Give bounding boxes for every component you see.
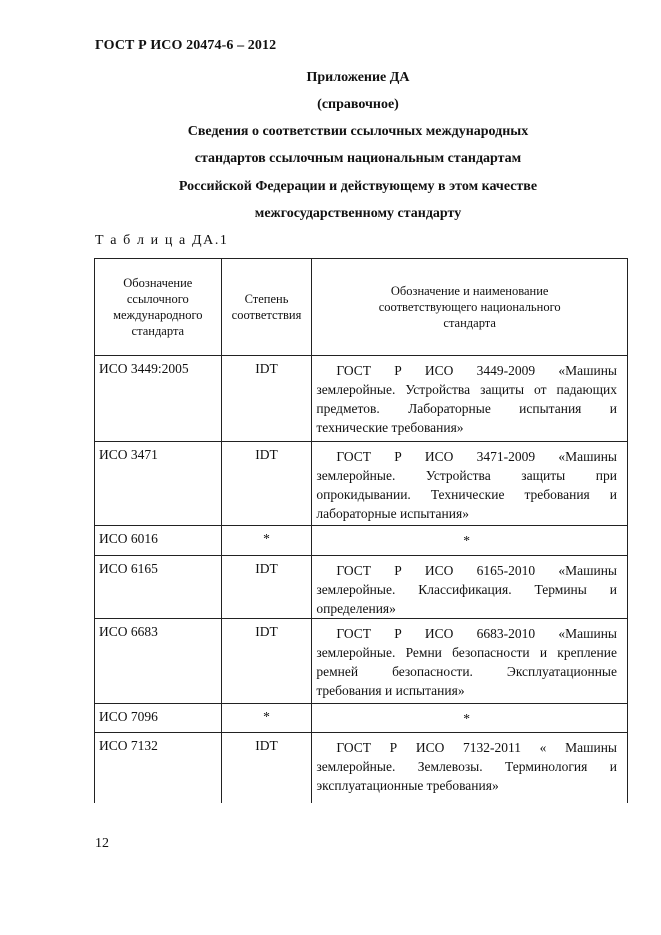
appendix-heading-line-3: Российской Федерации и действующему в этом качестве <box>178 179 538 194</box>
table-row <box>95 442 628 526</box>
cell-degree: * <box>263 531 270 546</box>
cell-degree: * <box>263 709 270 724</box>
table-row <box>95 704 628 733</box>
document-code: ГОСТ Р ИСО 20474-6 – 2012 <box>95 38 277 53</box>
cell-degree: IDT <box>255 447 278 462</box>
cell-intl: ИСО 3449:2005 <box>99 361 189 376</box>
appendix-title: Приложение ДА <box>306 70 410 85</box>
table-row <box>95 556 628 619</box>
cell-intl: ИСО 7132 <box>99 738 158 753</box>
header-degree: Степень соответствия <box>221 259 312 356</box>
page-number: 12 <box>95 836 109 851</box>
header-intl-standard: Обозначение ссылочного международного стандарта <box>95 259 222 356</box>
cell-degree: IDT <box>255 624 278 639</box>
cell-national: ГОСТ Р ИСО 6683-2010 «Машины землеройные. Ремни безопасности и крепление ремней безопасности. Эксплуатационные требования и испытания» <box>316 626 617 698</box>
table-row <box>95 526 628 556</box>
table-caption: Т а б л и ц а ДА.1 <box>95 233 229 248</box>
cell-intl: ИСО 6165 <box>99 561 158 576</box>
table-row <box>95 733 628 803</box>
appendix-type: (справочное) <box>317 97 399 112</box>
table-header-row <box>95 259 628 356</box>
cell-degree: IDT <box>255 738 278 753</box>
header-national-standard: Обозначение и наименование соответствующего национального стандарта <box>312 259 628 356</box>
cell-intl: ИСО 3471 <box>99 447 158 462</box>
cell-national: * <box>463 533 471 548</box>
cell-national: ГОСТ Р ИСО 3471-2009 «Машины землеройные. Устройства защиты при опрокидывании. Технические требования и лабораторные испытания» <box>316 449 617 521</box>
cell-intl: ИСО 6016 <box>99 531 158 546</box>
cell-national: ГОСТ Р ИСО 3449-2009 «Машины землеройные. Устройства защиты от падающих предметов. Лабораторные испытания и технические требования» <box>316 363 617 435</box>
cell-degree: IDT <box>255 361 278 376</box>
correspondence-table <box>94 258 628 803</box>
cell-intl: ИСО 6683 <box>99 624 158 639</box>
cell-degree: IDT <box>255 561 278 576</box>
cell-national: ГОСТ Р ИСО 6165-2010 «Машины землеройные. Классификация. Термины и определения» <box>316 563 617 616</box>
cell-national: * <box>463 711 471 726</box>
cell-national: ГОСТ Р ИСО 7132-2011 « Машины землеройные. Землевозы. Терминология и эксплуатационные требования» <box>316 740 617 793</box>
appendix-heading-line-1: Сведения о соответствии ссылочных международных <box>187 124 529 139</box>
table-row <box>95 619 628 704</box>
appendix-heading-line-4: межгосударственному стандарту <box>254 206 462 221</box>
table-row <box>95 356 628 442</box>
appendix-heading-line-2: стандартов ссылочным национальным стандартам <box>194 151 522 166</box>
cell-intl: ИСО 7096 <box>99 709 158 724</box>
